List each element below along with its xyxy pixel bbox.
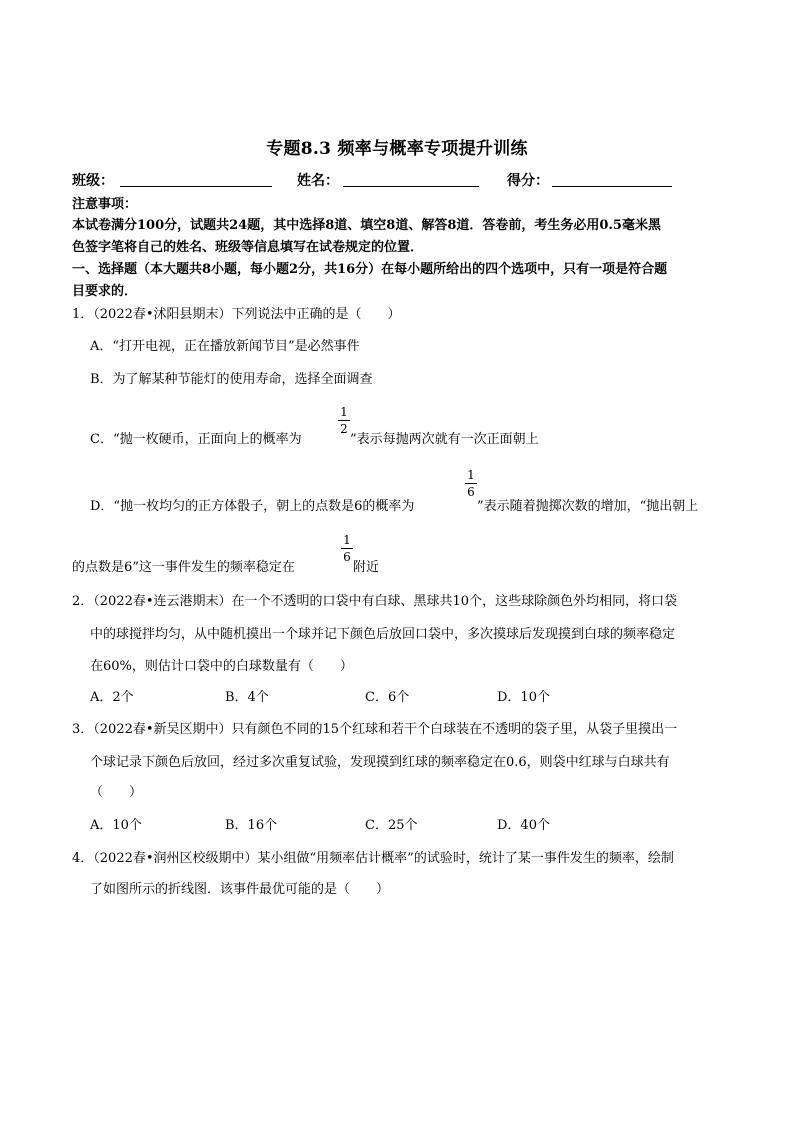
question-2-stem-line-3: 在60%，则估计口袋中的白球数量有（ ） <box>90 659 353 674</box>
fraction-one-sixth-2 <box>341 533 353 564</box>
question-1-option-d-text-4: 附近 <box>353 560 380 575</box>
question-4-stem-line-2: 了如图所示的折线图．该事件最优可能的是（ ） <box>90 882 390 897</box>
fraction-denominator: 6 <box>343 550 351 564</box>
fraction-numerator: 1 <box>467 468 475 482</box>
class-label: 班级： <box>72 173 114 189</box>
notes-heading: 注意事项： <box>72 197 138 212</box>
question-1-option-c-text[interactable]: C．“抛一枚硬币，正面向上的概率为 <box>90 432 302 447</box>
question-3-stem-line-3: （ ） <box>90 785 143 800</box>
notes-line-1: 本试卷满分100分，试题共24题，其中选择8道、填空8道、解答8道．答卷前，考生务必用0.5毫米黑 <box>72 218 661 233</box>
question-2-option-a[interactable]: A．2个 <box>90 690 134 705</box>
question-1-option-c-text-2: ”表示每抛两次就有一次正面朝上 <box>350 432 539 447</box>
fraction-numerator: 1 <box>343 533 351 547</box>
fraction-bar <box>341 548 353 549</box>
fraction-one-half <box>338 405 350 436</box>
page-title: 专题8.3 频率与概率专项提升训练 <box>266 139 528 159</box>
fraction-bar <box>465 483 477 484</box>
question-2-option-d[interactable]: D．10个 <box>497 690 550 705</box>
question-3-option-b[interactable]: B．16个 <box>225 818 278 833</box>
section-heading-line-2: 目要求的． <box>72 284 138 299</box>
fraction-denominator: 2 <box>340 422 348 436</box>
question-1-option-d-text-3: 的点数是6”这一事件发生的频率稳定在 <box>72 560 295 575</box>
class-blank[interactable] <box>120 186 272 187</box>
question-3-stem-line-2: 个球记录下颜色后放回，经过多次重复试验，发现摸到红球的频率稳定在0.6，则袋中红球与白球共有 <box>90 755 670 770</box>
question-4-stem-line-1: 4．（2022春•润州区校级期中）某小组做“用频率估计概率”的试验时，统计了某一事件发生的频率，绘制 <box>72 851 674 866</box>
question-1-stem: 1．（2022春•沭阳县期末）下列说法中正确的是（ ） <box>72 307 401 322</box>
fraction-numerator: 1 <box>340 405 348 419</box>
question-2-stem-line-1: 2．（2022春•连云港期末）在一个不透明的口袋中有白球、黑球共10个，这些球除颜色外均相同，将口袋 <box>72 594 678 609</box>
question-1-option-b[interactable]: B．为了解某种节能灯的使用寿命，选择全面调查 <box>90 372 373 387</box>
question-3-option-a[interactable]: A．10个 <box>90 818 142 833</box>
question-2-option-b[interactable]: B．4个 <box>225 690 269 705</box>
question-1-option-d-text-2: ”表示随着抛掷次数的增加，“抛出朝上 <box>477 499 699 514</box>
name-blank[interactable] <box>343 186 479 187</box>
question-1-option-d-text[interactable]: D．“抛一枚均匀的正方体骰子，朝上的点数是6的概率为 <box>90 499 415 514</box>
score-label: 得分： <box>507 173 549 189</box>
section-heading-line-1: 一、选择题（本大题共8小题，每小题2分，共16分）在每小题所给出的四个选项中，只有一项是符合题 <box>72 262 668 277</box>
question-3-stem-line-1: 3．（2022春•新吴区期中）只有颜色不同的15个红球和若干个白球装在不透明的袋子里，从袋子里摸出一 <box>72 722 678 737</box>
fraction-one-sixth <box>465 468 477 499</box>
question-1-option-a[interactable]: A．“打开电视，正在播放新闻节目”是必然事件 <box>90 339 360 354</box>
fraction-bar <box>338 420 350 421</box>
fraction-denominator: 6 <box>467 485 475 499</box>
notes-line-2: 色签字笔将自己的姓名、班级等信息填写在试卷规定的位置． <box>72 240 424 255</box>
question-2-stem-line-2: 中的球搅拌均匀，从中随机摸出一个球并记下颜色后放回口袋中，多次摸球后发现摸到白球的频率稳定 <box>90 627 676 642</box>
score-blank[interactable] <box>552 186 672 187</box>
question-2-option-c[interactable]: C．6个 <box>365 690 410 705</box>
question-3-option-c[interactable]: C．25个 <box>365 818 418 833</box>
name-label: 姓名： <box>297 173 339 189</box>
question-3-option-d[interactable]: D．40个 <box>497 818 550 833</box>
